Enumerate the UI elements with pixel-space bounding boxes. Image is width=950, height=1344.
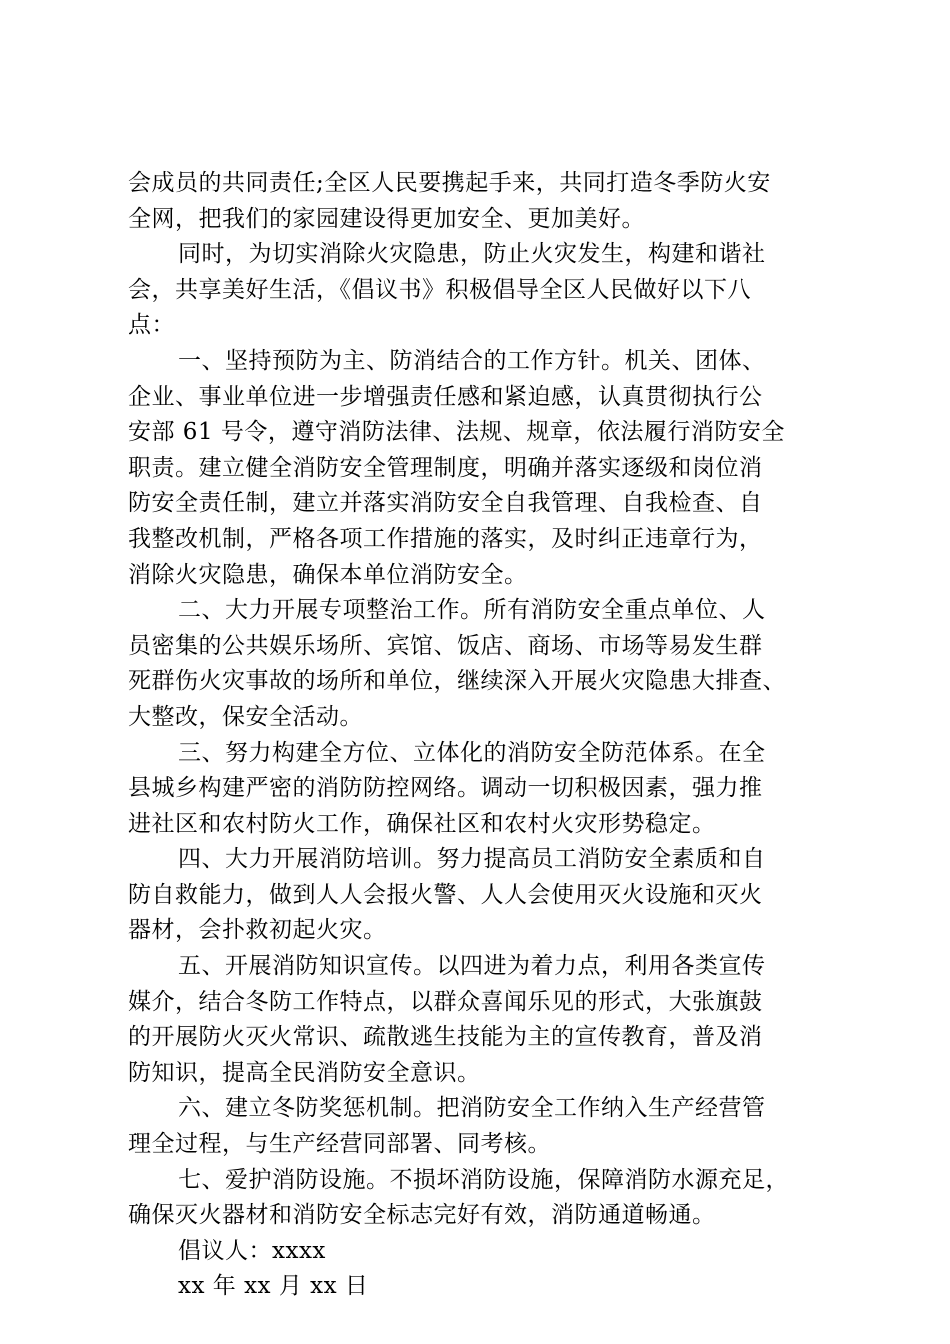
date-line: xx 年 xx 月 xx 日 — [178, 1273, 369, 1300]
text-line: 防知识，提高全民消防安全意识。 — [128, 1059, 481, 1086]
text-line: 防安全责任制，建立并落实消防安全自我管理、自我检查、自 — [128, 490, 763, 517]
paragraph-start-line: 三、努力构建全方位、立体化的消防安全防范体系。在全 — [178, 739, 766, 766]
text-line: 理全过程，与生产经营同部署、同考核。 — [128, 1131, 551, 1158]
text-line: 的开展防火灭火常识、疏散逃生技能为主的宣传教育，普及消 — [128, 1024, 763, 1051]
paragraph-start-line: 一、坚持预防为主、防消结合的工作方针。机关、团体、 — [178, 347, 766, 374]
text-line: 县城乡构建严密的消防防控网络。调动一切积极因素，强力推 — [128, 775, 763, 802]
paragraph-start-line: 六、建立冬防奖惩机制。把消防安全工作纳入生产经营管 — [178, 1095, 766, 1122]
text-line: 确保灭火器材和消防安全标志完好有效，消防通道畅通。 — [128, 1202, 716, 1229]
text-line: 器材，会扑救初起火灾。 — [128, 917, 387, 944]
text-line: 安部 61 号令，遵守消防法律、法规、规章，依法履行消防安全 — [128, 419, 785, 446]
text-line: 会，共享美好生活，《倡议书》积极倡导全区人民做好以下八 — [128, 276, 751, 303]
paragraph-start-line: 二、大力开展专项整治工作。所有消防安全重点单位、人 — [178, 597, 766, 624]
text-line: 媒介，结合冬防工作特点，以群众喜闻乐见的形式，大张旗鼓 — [128, 988, 763, 1015]
text-line: 大整改，保安全活动。 — [128, 703, 363, 730]
document-body — [128, 166, 850, 1305]
text-line: 职责。建立健全消防安全管理制度，明确并落实逐级和岗位消 — [128, 454, 763, 481]
text-line: 进社区和农村防火工作，确保社区和农村火灾形势稳定。 — [128, 810, 716, 837]
paragraph-start-line: 五、开展消防知识宣传。以四进为着力点，利用各类宣传 — [178, 953, 766, 980]
text-line: 我整改机制，严格各项工作措施的落实，及时纠正违章行为， — [128, 525, 763, 552]
text-line: 员密集的公共娱乐场所、宾馆、饭店、商场、市场等易发生群 — [128, 632, 763, 659]
text-line: 全网，把我们的家园建设得更加安全、更加美好。 — [128, 205, 645, 232]
text-line: 点： — [128, 312, 175, 339]
text-line: 防自救能力，做到人人会报火警、人人会使用灭火设施和灭火 — [128, 881, 763, 908]
paragraph-start-line: 四、大力开展消防培训。努力提高员工消防安全素质和自 — [178, 846, 766, 873]
text-line: 会成员的共同责任;全区人民要携起手来，共同打造冬季防火安 — [128, 170, 771, 196]
text-line: 消除火灾隐患，确保本单位消防安全。 — [128, 561, 528, 588]
text-line: 死群伤火灾事故的场所和单位，继续深入开展火灾隐患大排查、 — [128, 668, 786, 695]
proposer-signature-line: 倡议人：xxxx — [178, 1237, 326, 1264]
paragraph-start-line: 七、爱护消防设施。不损坏消防设施，保障消防水源充足， — [178, 1166, 789, 1193]
text-line: 企业、事业单位进一步增强责任感和紧迫感，认真贯彻执行公 — [128, 383, 763, 410]
paragraph-start-line: 同时，为切实消除火灾隐患，防止火灾发生，构建和谐社 — [178, 241, 766, 268]
